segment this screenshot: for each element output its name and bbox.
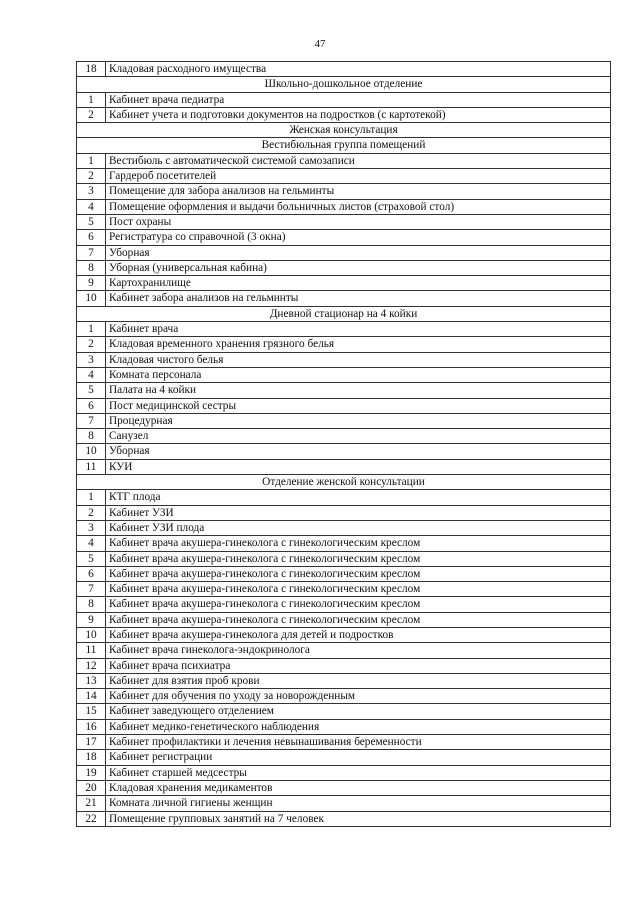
table-row (77, 352, 611, 367)
row-number: 3 (77, 520, 106, 535)
row-number: 3 (77, 352, 106, 367)
row-number: 8 (77, 597, 106, 612)
room-name: Кабинет врача акушера-гинеколога с гинекологическим креслом (106, 536, 611, 551)
table-row (77, 612, 611, 627)
row-number: 5 (77, 214, 106, 229)
row-number: 13 (77, 673, 106, 688)
section-title: Отделение женской консультации (77, 475, 611, 490)
room-name: Кабинет медико-генетического наблюдения (106, 719, 611, 734)
row-number: 11 (77, 643, 106, 658)
table-row (77, 245, 611, 260)
row-number: 1 (77, 153, 106, 168)
room-name: Уборная (106, 444, 611, 459)
table-row (77, 765, 611, 780)
room-name: Процедурная (106, 413, 611, 428)
table-row (77, 505, 611, 520)
row-number: 3 (77, 184, 106, 199)
table-row (77, 291, 611, 306)
room-name: Кабинет врача гинеколога-эндокринолога (106, 643, 611, 658)
table-row (77, 582, 611, 597)
table-row (77, 520, 611, 535)
room-name: Картохранилище (106, 276, 611, 291)
row-number: 19 (77, 765, 106, 780)
table-row (77, 169, 611, 184)
room-name: Кабинет профилактики и лечения невынашивания беременности (106, 735, 611, 750)
row-number: 5 (77, 383, 106, 398)
row-number: 8 (77, 260, 106, 275)
row-number: 1 (77, 92, 106, 107)
table-row (77, 92, 611, 107)
row-number: 1 (77, 490, 106, 505)
row-number: 15 (77, 704, 106, 719)
rooms-table-body (77, 62, 611, 827)
section-header-row (77, 475, 611, 490)
table-row (77, 276, 611, 291)
room-name: Регистратура со справочной (3 окна) (106, 230, 611, 245)
room-name: Санузел (106, 429, 611, 444)
section-title: Вестибюльная группа помещений (77, 138, 611, 153)
room-name: Кабинет для взятия проб крови (106, 673, 611, 688)
row-number: 17 (77, 735, 106, 750)
row-number: 21 (77, 796, 106, 811)
row-number: 6 (77, 230, 106, 245)
table-row (77, 536, 611, 551)
table-row (77, 444, 611, 459)
table-row (77, 367, 611, 382)
row-number: 18 (77, 62, 106, 77)
room-name: Палата на 4 койки (106, 383, 611, 398)
row-number: 2 (77, 169, 106, 184)
room-name: Кабинет врача психиатра (106, 658, 611, 673)
row-number: 11 (77, 459, 106, 474)
room-name: Кабинет врача акушера-гинеколога с гинекологическим креслом (106, 551, 611, 566)
room-name: Уборная (универсальная кабина) (106, 260, 611, 275)
room-name: Кабинет регистрации (106, 750, 611, 765)
row-number: 6 (77, 398, 106, 413)
row-number: 2 (77, 505, 106, 520)
row-number: 10 (77, 627, 106, 642)
table-row (77, 199, 611, 214)
room-name: Уборная (106, 245, 611, 260)
room-name: Кабинет учета и подготовки документов на подростков (с картотекой) (106, 107, 611, 122)
table-row (77, 490, 611, 505)
room-name: Кабинет врача педиатра (106, 92, 611, 107)
room-name: Кабинет врача акушера-гинеколога для детей и подростков (106, 627, 611, 642)
table-row (77, 383, 611, 398)
row-number: 7 (77, 413, 106, 428)
room-name: КТГ плода (106, 490, 611, 505)
section-header-row (77, 123, 611, 138)
row-number: 6 (77, 566, 106, 581)
room-name: Помещение оформления и выдачи больничных листов (страховой стол) (106, 199, 611, 214)
room-name: Кладовая временного хранения грязного белья (106, 337, 611, 352)
row-number: 2 (77, 337, 106, 352)
table-row (77, 811, 611, 826)
table-row (77, 230, 611, 245)
rooms-table (76, 61, 611, 827)
table-row (77, 780, 611, 795)
room-name: Кабинет забора анализов на гельминты (106, 291, 611, 306)
table-row (77, 750, 611, 765)
table-row (77, 597, 611, 612)
table-row (77, 413, 611, 428)
table-row (77, 429, 611, 444)
table-row (77, 796, 611, 811)
section-title: Женская консультация (77, 123, 611, 138)
room-name: Кладовая хранения медикаментов (106, 780, 611, 795)
table-row (77, 673, 611, 688)
table-row (77, 398, 611, 413)
room-name: Кабинет старшей медсестры (106, 765, 611, 780)
room-name: Гардероб посетителей (106, 169, 611, 184)
row-number: 10 (77, 291, 106, 306)
room-name: Пост медицинской сестры (106, 398, 611, 413)
room-name: Кабинет УЗИ (106, 505, 611, 520)
room-name: Кабинет врача (106, 322, 611, 337)
table-row (77, 153, 611, 168)
room-name: Комната личной гигиены женщин (106, 796, 611, 811)
row-number: 18 (77, 750, 106, 765)
table-row (77, 551, 611, 566)
table-row (77, 459, 611, 474)
row-number: 4 (77, 367, 106, 382)
row-number: 7 (77, 582, 106, 597)
room-name: Помещение групповых занятий на 7 человек (106, 811, 611, 826)
section-title: Школьно-дошкольное отделение (77, 77, 611, 92)
section-header-row (77, 138, 611, 153)
table-row (77, 658, 611, 673)
section-header-row (77, 77, 611, 92)
room-name: Кабинет заведующего отделением (106, 704, 611, 719)
table-row (77, 214, 611, 229)
table-row (77, 704, 611, 719)
room-name: Помещение для забора анализов на гельминты (106, 184, 611, 199)
table-row (77, 566, 611, 581)
row-number: 12 (77, 658, 106, 673)
table-row (77, 643, 611, 658)
row-number: 9 (77, 276, 106, 291)
room-name: КУИ (106, 459, 611, 474)
table-row (77, 260, 611, 275)
row-number: 14 (77, 689, 106, 704)
room-name: Пост охраны (106, 214, 611, 229)
section-header-row (77, 306, 611, 321)
row-number: 4 (77, 536, 106, 551)
room-name: Кабинет врача акушера-гинеколога с гинекологическим креслом (106, 597, 611, 612)
table-row (77, 719, 611, 734)
row-number: 9 (77, 612, 106, 627)
row-number: 8 (77, 429, 106, 444)
table-row (77, 337, 611, 352)
table-row (77, 735, 611, 750)
room-name: Комната персонала (106, 367, 611, 382)
table-row (77, 322, 611, 337)
room-name: Вестибюль с автоматической системой самозаписи (106, 153, 611, 168)
table-row (77, 184, 611, 199)
row-number: 7 (77, 245, 106, 260)
row-number: 10 (77, 444, 106, 459)
row-number: 5 (77, 551, 106, 566)
row-number: 16 (77, 719, 106, 734)
room-name: Кабинет врача акушера-гинеколога с гинекологическим креслом (106, 582, 611, 597)
row-number: 2 (77, 107, 106, 122)
room-name: Кабинет УЗИ плода (106, 520, 611, 535)
table-row (77, 689, 611, 704)
row-number: 22 (77, 811, 106, 826)
room-name: Кабинет для обучения по уходу за новорожденным (106, 689, 611, 704)
table-row (77, 107, 611, 122)
table-row (77, 62, 611, 77)
row-number: 4 (77, 199, 106, 214)
room-name: Кабинет врача акушера-гинеколога с гинекологическим креслом (106, 612, 611, 627)
section-title: Дневной стационар на 4 койки (77, 306, 611, 321)
room-name: Кабинет врача акушера-гинеколога с гинекологическим креслом (106, 566, 611, 581)
table-row (77, 627, 611, 642)
room-name: Кладовая расходного имущества (106, 62, 611, 77)
room-name: Кладовая чистого белья (106, 352, 611, 367)
row-number: 20 (77, 780, 106, 795)
page-number: 47 (314, 38, 326, 50)
row-number: 1 (77, 322, 106, 337)
